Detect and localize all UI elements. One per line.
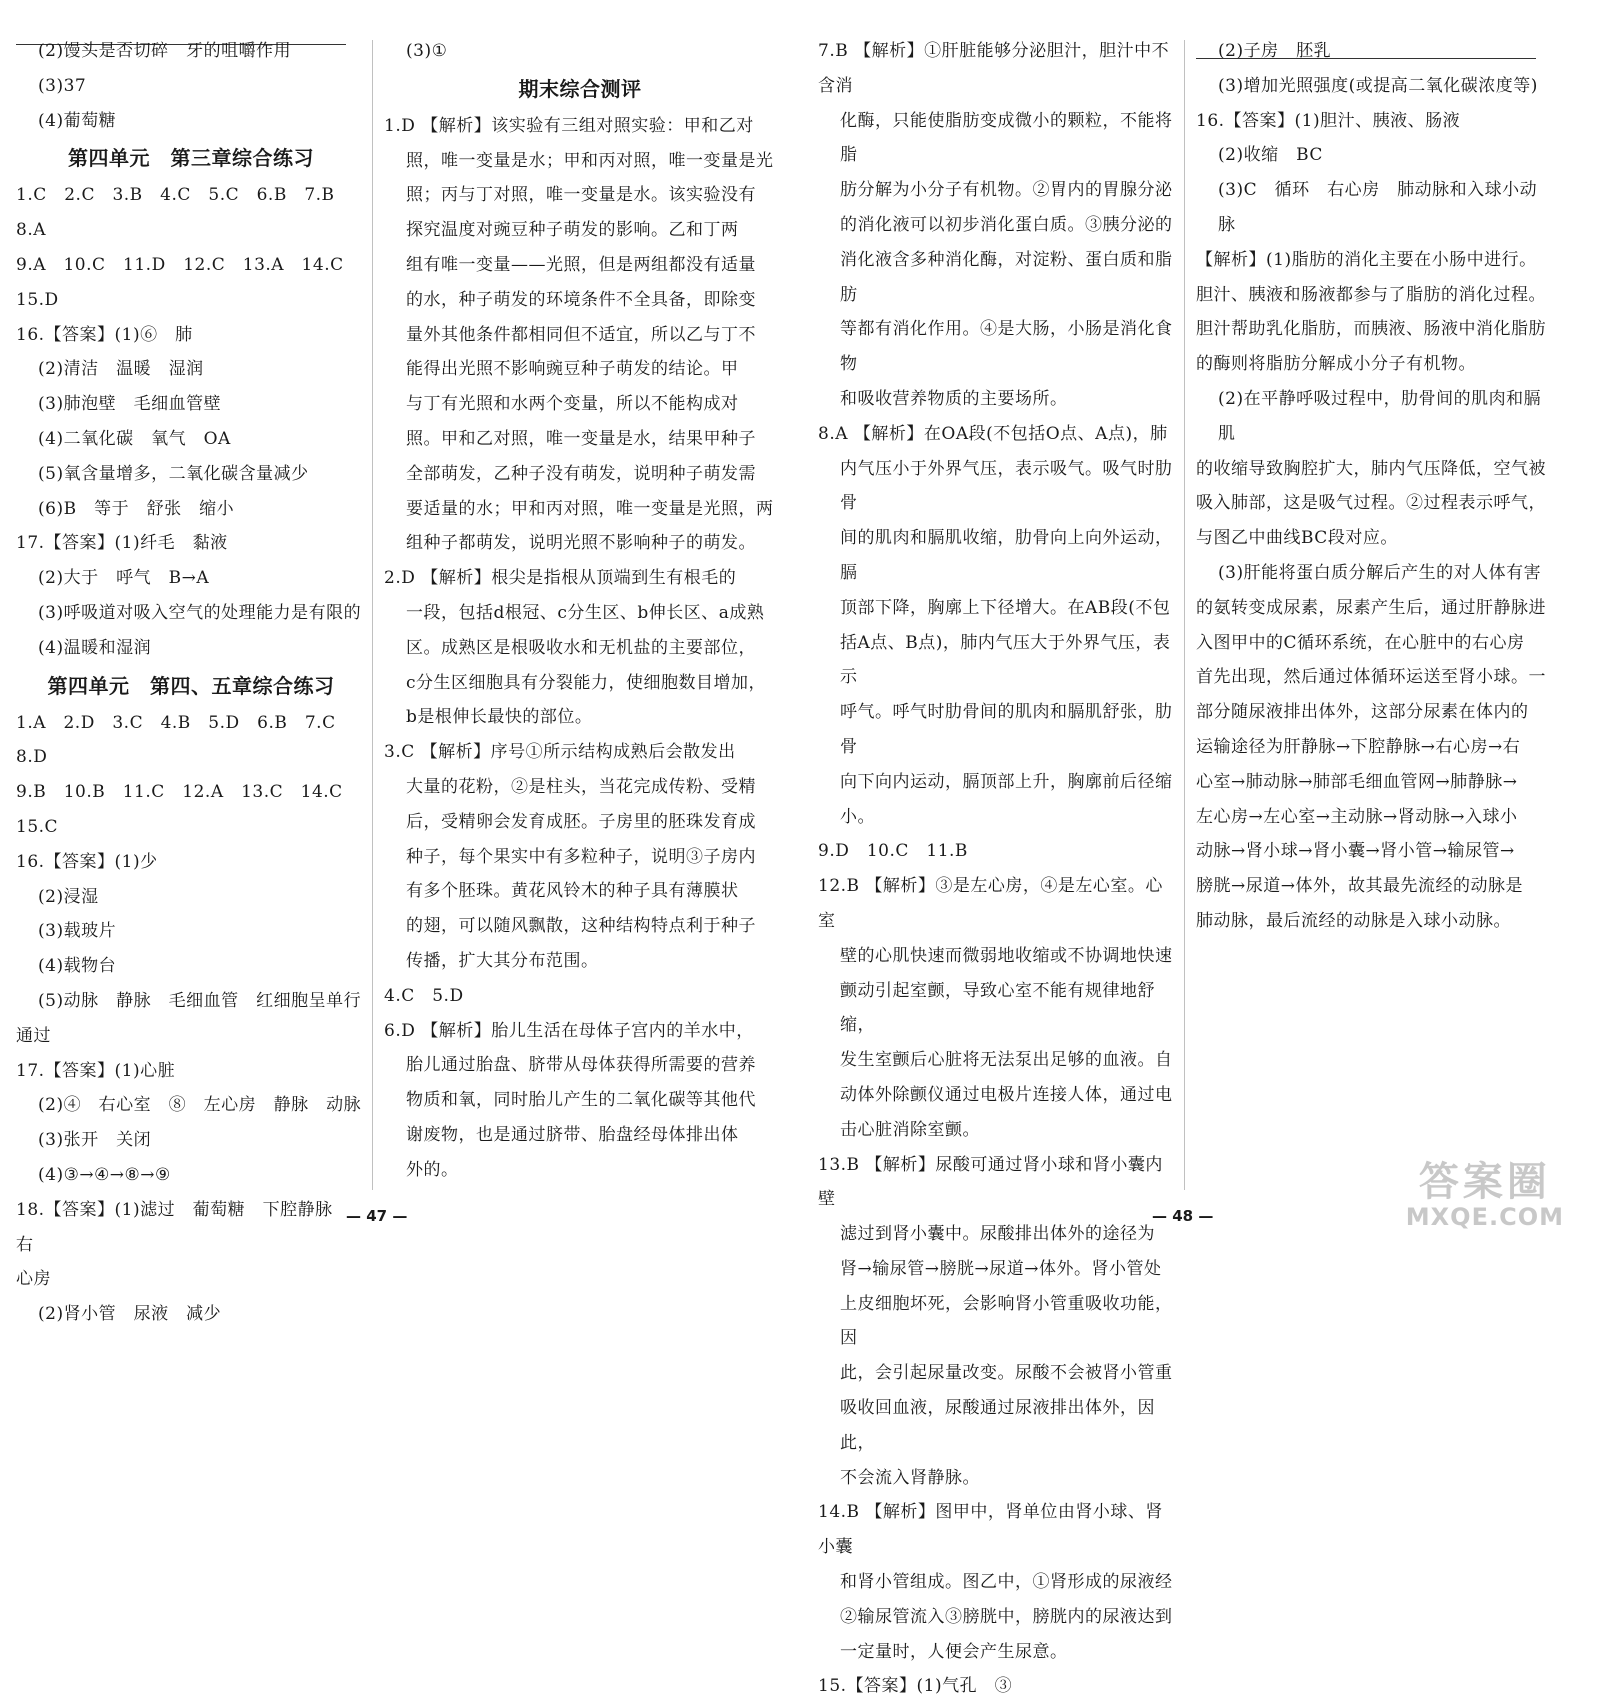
text-line: (3)呼吸道对吸入空气的处理能力是有限的 xyxy=(38,602,362,623)
text-line: 胆汁、胰液和肠液都参与了脂肪的消化过程。 xyxy=(1196,284,1546,305)
text-line: 击心脏消除室颤。 xyxy=(840,1119,980,1140)
text-line: 部分随尿液排出体外，这部分尿素在体内的 xyxy=(1196,702,1529,723)
text-line: 大量的花粉，②是柱头，当花完成传粉、受精 xyxy=(406,776,756,797)
text-line: 能得出光照不影响豌豆种子萌发的结论。甲 xyxy=(406,359,739,380)
text-line: 18.【答案】(1)滤过 葡萄糖 下腔静脉 右 xyxy=(16,1199,351,1255)
text-line: 动脉→肾小球→肾小囊→肾小管→输尿管→ xyxy=(1196,841,1515,862)
text-line: 组有唯一变量——光照，但是两组都没有适量 xyxy=(406,254,756,275)
text-line: (3)① xyxy=(406,41,448,61)
text-line: 滤过到肾小囊中。尿酸排出体外的途径为 xyxy=(840,1224,1155,1245)
text-line: (2)馒头是否切碎 牙的咀嚼作用 xyxy=(38,41,292,61)
section-heading: 第四单元 第三章综合练习 xyxy=(68,146,314,171)
column-4 xyxy=(1196,34,1552,939)
text-line: 【解析】(1)脂肪的消化主要在小肠中进行。 xyxy=(1196,249,1537,270)
text-line: (2)收缩 BC xyxy=(1218,145,1323,166)
text-line: 16.【答案】(1)⑥ 肺 xyxy=(16,324,193,345)
text-line: (2)大于 呼气 B→A xyxy=(38,568,210,589)
text-line: 内气压小于外界气压，表示吸气。吸气时肋骨 xyxy=(840,458,1173,514)
text-line: (4)二氧化碳 氧气 OA xyxy=(38,428,231,449)
text-line: 9.B 10.B 11.C 12.A 13.C 14.C 15.C xyxy=(16,782,361,837)
text-line: (4)载物台 xyxy=(38,956,117,977)
text-line: 颤动引起室颤，导致心室不能有规律地舒缩， xyxy=(840,980,1155,1036)
text-line: 消化液含多种消化酶，对淀粉、蛋白质和脂肪 xyxy=(840,249,1173,305)
text-line: 间的肌肉和膈肌收缩，肋骨向上向外运动，膈 xyxy=(840,528,1173,583)
text-line: 首先出现，然后通过体循环运送至肾小球。一 xyxy=(1196,667,1546,688)
text-line: 外的。 xyxy=(406,1159,459,1180)
text-line: 14.B 【解析】图甲中，肾单位由肾小球、肾小囊 xyxy=(818,1502,1163,1558)
text-line: 3.C 【解析】序号①所示结构成熟后会散发出 xyxy=(384,742,736,763)
text-line: 1.A 2.D 3.C 4.B 5.D 6.B 7.C 8.D xyxy=(16,712,354,768)
text-line: 8.A 【解析】在OA段(不包括O点、A点)，肺 xyxy=(818,423,1168,444)
text-line: (2)在平静呼吸过程中，肋骨间的肌肉和膈肌 xyxy=(1218,388,1542,444)
section-heading: 第四单元 第四、五章综合练习 xyxy=(47,673,335,698)
text-line: (5)动脉 静脉 毛细血管 红细胞呈单行 xyxy=(38,990,362,1011)
watermark-line2: MXQE.COM xyxy=(1405,1203,1564,1231)
text-line: 化酶，只能使脂肪变成微小的颗粒，不能将脂 xyxy=(840,110,1173,166)
text-line: 传播，扩大其分布范围。 xyxy=(406,950,599,971)
text-line: c分生区细胞具有分裂能力，使细胞数目增加， xyxy=(406,672,767,693)
text-line: 量外其他条件都相同但不适宜，所以乙与丁不 xyxy=(406,324,756,345)
text-line: (3)载玻片 xyxy=(38,921,117,942)
text-line: 和吸收营养物质的主要场所。 xyxy=(840,388,1068,409)
text-line: 运输途径为肝静脉→下腔静脉→右心房→右 xyxy=(1196,736,1521,757)
column-3 xyxy=(818,34,1178,1704)
text-line: 一定量时，人便会产生尿意。 xyxy=(840,1641,1068,1662)
text-line: ②输尿管流入③膀胱中，膀胱内的尿液达到 xyxy=(840,1606,1173,1627)
text-line: 2.D 【解析】根尖是指根从顶端到生有根毛的 xyxy=(384,568,737,589)
text-line: 和肾小管组成。图乙中，①肾形成的尿液经 xyxy=(840,1572,1173,1593)
text-line: 全部萌发，乙种子没有萌发，说明种子萌发需 xyxy=(406,463,756,484)
text-line: 要适量的水；甲和丙对照，唯一变量是光照，两 xyxy=(406,498,774,519)
text-line: 吸入肺部，这是吸气过程。②过程表示呼气， xyxy=(1196,493,1546,514)
text-line: 上皮细胞坏死，会影响肾小管重吸收功能，因 xyxy=(840,1293,1173,1349)
text-line: 的翅，可以随风飘散，这种结构特点利于种子 xyxy=(406,916,756,937)
text-line: (4)葡萄糖 xyxy=(38,110,117,131)
text-line: 16.【答案】(1)胆汁、胰液、肠液 xyxy=(1196,110,1461,131)
text-line: 照；丙与丁对照，唯一变量是水。该实验没有 xyxy=(406,185,756,206)
text-line: 6.D 【解析】胎儿生活在母体子宫内的羊水中， xyxy=(384,1020,754,1041)
text-line: 4.C 5.D xyxy=(384,985,464,1006)
column-2 xyxy=(384,34,776,1188)
text-line: 1.D 【解析】该实验有三组对照实验：甲和乙对 xyxy=(384,115,754,136)
text-line: 后，受精卵会发育成胚。子房里的胚珠发育成 xyxy=(406,811,756,832)
text-line: 照，唯一变量是水；甲和丙对照，唯一变量是光 xyxy=(406,150,774,171)
text-line: 肪分解为小分子有机物。②胃内的胃腺分泌 xyxy=(840,180,1173,201)
text-line: (5)氧含量增多，二氧化碳含量减少 xyxy=(38,463,309,484)
section-heading: 期末综合测评 xyxy=(518,76,642,101)
text-line: 左心房→左心室→主动脉→肾动脉→入球小 xyxy=(1196,806,1518,827)
text-line: b是根伸长最快的部位。 xyxy=(406,707,593,728)
text-line: 的水，种子萌发的环境条件不全具备，即除变 xyxy=(406,289,756,310)
text-line: 通过 xyxy=(16,1025,51,1046)
text-line: 心房 xyxy=(16,1269,51,1290)
text-line: 7.B 【解析】①肝脏能够分泌胆汁，胆汁中不含消 xyxy=(818,41,1170,96)
column-separator xyxy=(372,40,373,1190)
text-line: 照。甲和乙对照，唯一变量是水，结果甲种子 xyxy=(406,428,756,449)
text-line: (4)③→④→⑧→⑨ xyxy=(38,1164,171,1185)
text-line: 壁的心肌快速而微弱地收缩或不协调地快速 xyxy=(840,945,1173,966)
text-line: 12.B 【解析】③是左心房，④是左心室。心室 xyxy=(818,876,1163,931)
text-line: (3)肺泡壁 毛细血管壁 xyxy=(38,394,222,415)
text-line: 探究温度对豌豆种子萌发的影响。乙和丁两 xyxy=(406,220,739,241)
text-line: 胎儿通过胎盘、脐带从母体获得所需要的营养 xyxy=(406,1055,756,1076)
watermark-logo xyxy=(1406,1160,1564,1230)
text-line: (3)C 循环 右心房 肺动脉和入球小动脉 xyxy=(1218,180,1538,235)
text-line: 胆汁帮助乳化脂肪，而胰液、肠液中消化脂肪 xyxy=(1196,319,1546,340)
text-line: 17.【答案】(1)纤毛 黏液 xyxy=(16,533,228,554)
text-line: 的消化液可以初步消化蛋白质。③胰分泌的 xyxy=(840,214,1173,235)
text-line: 此，会引起尿量改变。尿酸不会被肾小管重 xyxy=(840,1363,1173,1384)
text-line: (2)④ 右心室 ⑧ 左心房 静脉 动脉 xyxy=(38,1095,362,1116)
text-line: 13.B 【解析】尿酸可通过肾小球和肾小囊内壁 xyxy=(818,1154,1163,1210)
text-line: 肺动脉，最后流经的动脉是入球小动脉。 xyxy=(1196,910,1511,931)
text-line: (2)子房 胚乳 xyxy=(1218,41,1332,61)
text-line: 肾→输尿管→膀胱→尿道→体外。肾小管处 xyxy=(840,1258,1162,1279)
text-line: (2)肾小管 尿液 减少 xyxy=(38,1304,222,1325)
text-line: 入图甲中的C循环系统，在心脏中的右心房 xyxy=(1196,632,1525,653)
text-line: 膀胱→尿道→体外，故其最先流经的动脉是 xyxy=(1196,876,1523,897)
text-line: 16.【答案】(1)少 xyxy=(16,851,158,872)
text-line: 谢废物，也是通过脐带、胎盘经母体排出体 xyxy=(406,1124,739,1145)
text-line: 的酶则将脂肪分解成小分子有机物。 xyxy=(1196,354,1476,375)
text-line: 吸收回血液，尿酸通过尿液排出体外，因此， xyxy=(840,1398,1155,1453)
text-line: (2)浸湿 xyxy=(38,886,99,907)
page-number-left: — 47 — xyxy=(346,1207,408,1225)
page-number-right: — 48 — xyxy=(1152,1207,1214,1225)
column-separator xyxy=(1184,40,1185,1190)
text-line: 不会流入肾静脉。 xyxy=(840,1467,980,1488)
text-line: 向下向内运动，膈顶部上升，胸廓前后径缩小。 xyxy=(840,771,1173,827)
text-line: 顶部下降，胸廓上下径增大。在AB段(不包 xyxy=(840,597,1171,618)
text-line: 组种子都萌发，说明光照不影响种子的萌发。 xyxy=(406,533,756,554)
text-line: 1.C 2.C 3.B 4.C 5.C 6.B 7.B 8.A xyxy=(16,185,353,241)
text-line: 等都有消化作用。④是大肠，小肠是消化食物 xyxy=(840,319,1173,375)
text-line: 有多个胚珠。黄花风铃木的种子具有薄膜状 xyxy=(406,881,739,902)
text-line: (2)清洁 温暖 湿润 xyxy=(38,359,204,380)
text-line: 9.D 10.C 11.B xyxy=(818,841,968,862)
text-line: 物质和氧，同时胎儿产生的二氧化碳等其他代 xyxy=(406,1090,756,1111)
watermark-line1: 答案圈 xyxy=(1418,1159,1551,1205)
text-line: 的收缩导致胸腔扩大，肺内气压降低，空气被 xyxy=(1196,458,1546,479)
text-line: 心室→肺动脉→肺部毛细血管网→肺静脉→ xyxy=(1196,771,1518,792)
text-line: 动体外除颤仪通过电极片连接人体，通过电 xyxy=(840,1084,1173,1105)
text-line: (3)37 xyxy=(38,75,87,96)
text-line: 种子，每个果实中有多粒种子，说明③子房内 xyxy=(406,846,756,867)
column-1 xyxy=(16,34,366,1332)
text-line: 的氨转变成尿素，尿素产生后，通过肝静脉进 xyxy=(1196,597,1546,618)
text-line: 发生室颤后心脏将无法泵出足够的血液。自 xyxy=(840,1050,1173,1071)
text-line: (3)张开 关闭 xyxy=(38,1130,152,1151)
text-line: 17.【答案】(1)心脏 xyxy=(16,1060,176,1081)
text-line: 与丁有光照和水两个变量，所以不能构成对 xyxy=(406,394,739,415)
text-line: (3)增加光照强度(或提高二氧化碳浓度等) xyxy=(1218,75,1538,96)
text-line: 区。成熟区是根吸收水和无机盐的主要部位， xyxy=(406,637,756,658)
text-line: 15.D xyxy=(16,289,59,310)
text-line: 与图乙中曲线BC段对应。 xyxy=(1196,528,1398,549)
text-line: 呼气。呼气时肋骨间的肌肉和膈肌舒张，肋骨 xyxy=(840,702,1173,757)
text-line: 9.A 10.C 11.D 12.C 13.A 14.C xyxy=(16,254,344,275)
text-line: (6)B 等于 舒张 缩小 xyxy=(38,498,235,519)
text-line: 一段，包括d根冠、c分生区、b伸长区、a成熟 xyxy=(406,602,765,623)
text-line: 括A点、B点)，肺内气压大于外界气压，表示 xyxy=(840,632,1171,688)
text-line: 15.【答案】(1)气孔 ③ xyxy=(818,1676,1013,1697)
text-line: (3)肝能将蛋白质分解后产生的对人体有害 xyxy=(1218,562,1542,583)
text-line: (4)温暖和湿润 xyxy=(38,637,152,658)
